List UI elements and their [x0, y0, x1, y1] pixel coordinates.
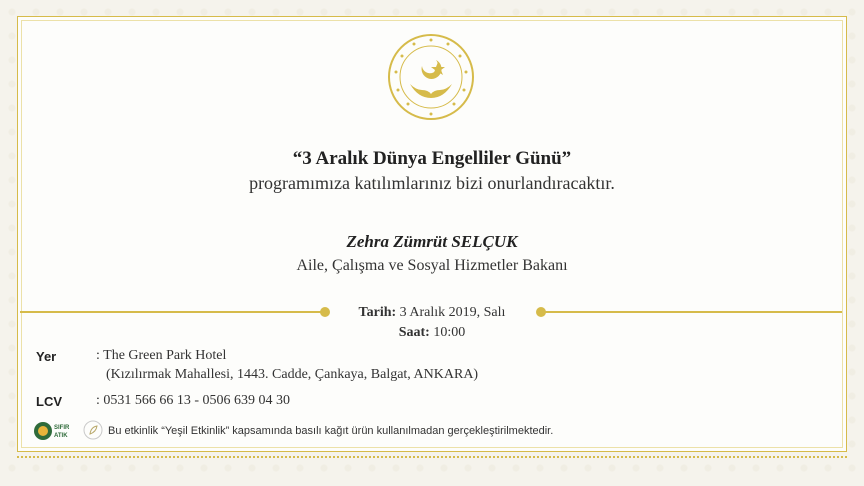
date-value: 3 Aralık 2019, Salı	[396, 305, 506, 320]
green-event-note: Bu etkinlik “Yeşil Etkinlik” kapsamında basılı kağıt ürün kullanılmadan gerçekleştirilmektedir.	[108, 425, 554, 437]
time-line	[0, 325, 864, 341]
time-label: Saat:	[398, 325, 430, 340]
event-subtitle: programımıza katılımlarınız bizi onurlandıracaktır.	[249, 173, 615, 193]
zero-waste-icon	[33, 420, 79, 442]
badge-text-bottom: ATIK	[54, 433, 68, 439]
place-label: Yer	[36, 349, 57, 364]
place-line1: : The Green Park Hotel	[96, 348, 227, 363]
time-value: 10:00	[429, 325, 466, 340]
host-name: Zehra Zümrüt SELÇUK	[346, 232, 518, 251]
event-title: “3 Aralık Dünya Engelliler Günü”	[292, 148, 572, 169]
place-line2: (Kızılırmak Mahallesi, 1443. Cadde, Çankaya, Balgat, ANKARA)	[106, 367, 479, 382]
ministry-emblem-icon	[386, 32, 476, 122]
green-event-icon	[83, 420, 103, 440]
badge-text-top: SIFIR	[54, 425, 70, 431]
bottom-dotted-border	[17, 456, 847, 462]
date-label: Tarih:	[358, 305, 397, 320]
host-role: Aile, Çalışma ve Sosyal Hizmetler Bakanı	[296, 257, 568, 274]
date-line	[0, 305, 864, 321]
rsvp-label: LCV	[36, 394, 62, 409]
rsvp-value: : 0531 566 66 13 - 0506 639 04 30	[96, 393, 291, 408]
